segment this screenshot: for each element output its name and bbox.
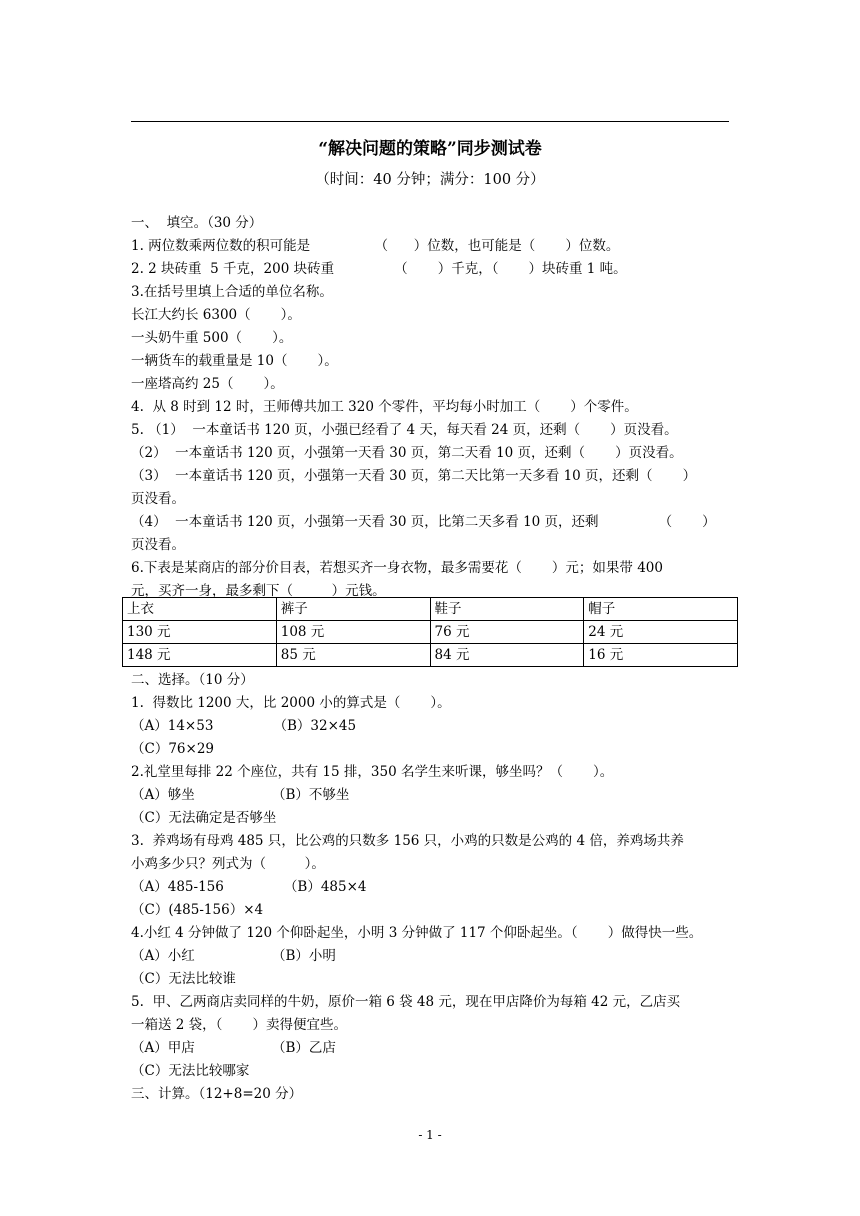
- question-line: 3.在括号里填上合适的单位名称。: [131, 284, 333, 300]
- table-header-cell: 帽子: [584, 598, 738, 621]
- question-line: 一座塔高约 25（ ）。: [131, 376, 284, 392]
- question-line: 页没看。: [131, 537, 185, 553]
- option-line: （C）无法比较谁: [131, 971, 236, 987]
- question-line: 5. 甲、乙两商店卖同样的牛奶，原价一箱 6 袋 48 元，现在甲店降价为每箱 42 元，乙店买: [131, 994, 681, 1010]
- table-cell: 84 元: [430, 644, 584, 667]
- table-cell: 24 元: [584, 621, 738, 644]
- option-line: （C）(485-156）×4: [131, 902, 264, 918]
- question-line: 2.礼堂里每排 22 个座位，共有 15 排，350 名学生来听课，够坐吗？（ ）。: [131, 764, 614, 780]
- option-line: （A）小红 （B）小明: [131, 948, 336, 964]
- question-line: 1. 两位数乘两位数的积可能是 （ ）位数，也可能是（ ）位数。: [131, 238, 620, 254]
- section-heading: 三、计算。（12+8=20 分）: [131, 1086, 303, 1102]
- table-header-row: [123, 598, 738, 621]
- question-line: 一头奶牛重 500（ ）。: [131, 330, 293, 346]
- option-line: （C）76×29: [131, 741, 214, 757]
- section-heading: 一、 填空。（30 分）: [131, 215, 263, 231]
- question-line: （4） 一本童话书 120 页，小强第一天看 30 页，比第二天多看 10 页，还剩 （ ）: [131, 514, 716, 530]
- table-cell: 85 元: [276, 644, 430, 667]
- question-line: 1. 得数比 1200 大，比 2000 小的算式是（ ）。: [131, 695, 451, 711]
- section-heading: 二、选择。（10 分）: [131, 672, 254, 688]
- table-cell: 76 元: [430, 621, 584, 644]
- question-line: 2. 2 块砖重 5 千克，200 块砖重 （ ）千克，（ ）块砖重 1 吨。: [131, 261, 627, 277]
- table-cell: 148 元: [123, 644, 277, 667]
- table-row: [123, 621, 738, 644]
- page-title: “解决问题的策略”同步测试卷: [318, 139, 542, 159]
- question-line: 5. （1） 一本童话书 120 页，小强已经看了 4 天，每天看 24 页，还剩（ ）页没看。: [131, 422, 678, 438]
- option-line: （A）14×53 （B）32×45: [131, 718, 357, 734]
- question-line: 一箱送 2 袋，（ ）卖得便宜些。: [131, 1017, 347, 1033]
- price-table: [122, 597, 738, 667]
- option-line: （A）485-156 （B）485×4: [131, 879, 367, 895]
- option-line: （C）无法确定是否够坐: [131, 810, 277, 826]
- page-number: - 1 -: [418, 1128, 442, 1142]
- option-line: （C）无法比较哪家: [131, 1063, 250, 1079]
- table-header-cell: 上衣: [123, 598, 277, 621]
- question-line: 小鸡多少只？列式为（ ）。: [131, 856, 325, 872]
- table-cell: 130 元: [123, 621, 277, 644]
- question-line: （2） 一本童话书 120 页，小强第一天看 30 页，第二天看 10 页，还剩（ ）页没看。: [131, 445, 683, 461]
- table-cell: 16 元: [584, 644, 738, 667]
- question-line: 4. 从 8 时到 12 时，王师傅共加工 320 个零件，平均每小时加工（ ）个零件。: [131, 399, 638, 415]
- table-header-cell: 裤子: [276, 598, 430, 621]
- question-line: 6.下表是某商店的部分价目表，若想买齐一身衣物，最多需要花（ ）元；如果带 400: [131, 560, 663, 576]
- question-line: 3. 养鸡场有母鸡 485 只，比公鸡的只数多 156 只，小鸡的只数是公鸡的 4 倍，养鸡场共养: [131, 833, 684, 849]
- table-cell: 108 元: [276, 621, 430, 644]
- table-header-cell: 鞋子: [430, 598, 584, 621]
- question-line: 长江大约长 6300（ ）。: [131, 307, 301, 323]
- header-rule: [131, 121, 729, 122]
- question-line: 一辆货车的载重量是 10（ ）。: [131, 353, 338, 369]
- question-line: 页没看。: [131, 491, 185, 507]
- page-subtitle: （时间：40 分钟；满分：100 分）: [315, 172, 545, 188]
- question-line: 元，买齐一身，最多剩下（ ）元钱。: [131, 583, 386, 599]
- question-line: 4.小红 4 分钟做了 120 个仰卧起坐，小明 3 分钟做了 117 个仰卧起坐。（ ）做得快一些。: [131, 925, 703, 941]
- option-line: （A）甲店 （B）乙店: [131, 1040, 336, 1056]
- table-row: [123, 644, 738, 667]
- option-line: （A）够坐 （B）不够坐: [131, 787, 350, 803]
- question-line: （3） 一本童话书 120 页，小强第一天看 30 页，第二天比第一天多看 10 页，还剩（ ）: [131, 468, 697, 484]
